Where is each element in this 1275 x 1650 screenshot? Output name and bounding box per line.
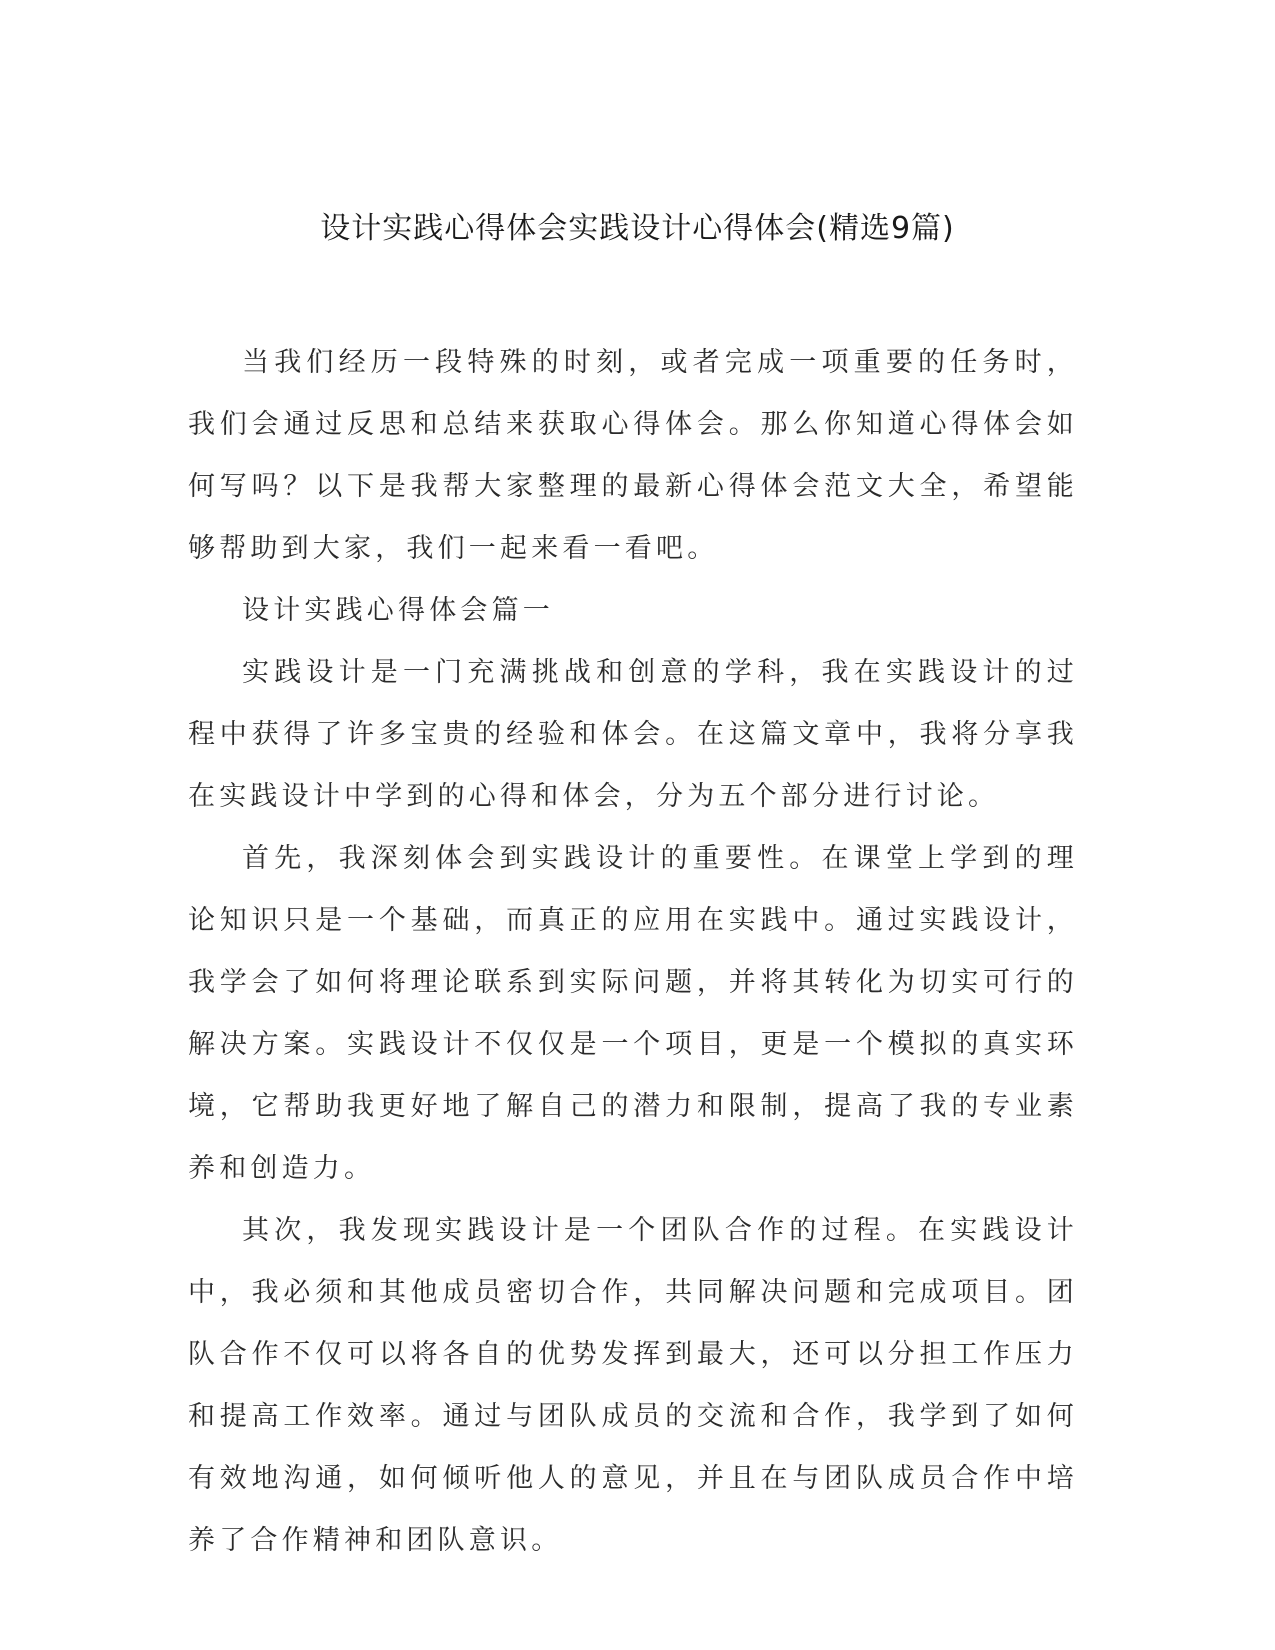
paragraph: 其次，我发现实践设计是一个团队合作的过程。在实践设计中，我必须和其他成员密切合作，共同解决问题和完成项目。团队合作不仅可以将各自的优势发挥到最大，还可以分担工作压力和提高工作效率。通过与团队成员的交流和合作，我学到了如何有效地沟通，如何倾听他人的意见，并且在与团队成员合作中培养了合作精神和团队意识。: [188, 1215, 1078, 1556]
paragraph-intro: 当我们经历一段特殊的时刻，或者完成一项重要的任务时，我们会通过反思和总结来获取心得体会。那么你知道心得体会如何写吗？以下是我帮大家整理的最新心得体会范文大全，希望能够帮助到大家，我们一起来看一看吧。: [188, 347, 1078, 564]
section-heading: 设计实践心得体会篇一: [242, 595, 554, 626]
document-title: 设计实践心得体会实践设计心得体会(精选9篇): [320, 211, 955, 246]
document-body: [188, 332, 1078, 1572]
paragraph: 首先，我深刻体会到实践设计的重要性。在课堂上学到的理论知识只是一个基础，而真正的应用在实践中。通过实践设计，我学会了如何将理论联系到实际问题，并将其转化为切实可行的解决方案。实践设计不仅仅是一个项目，更是一个模拟的真实环境，它帮助我更好地了解自己的潜力和限制，提高了我的专业素养和创造力。: [188, 843, 1078, 1184]
paragraph: 实践设计是一门充满挑战和创意的学科，我在实践设计的过程中获得了许多宝贵的经验和体会。在这篇文章中，我将分享我在实践设计中学到的心得和体会，分为五个部分进行讨论。: [188, 657, 1078, 812]
